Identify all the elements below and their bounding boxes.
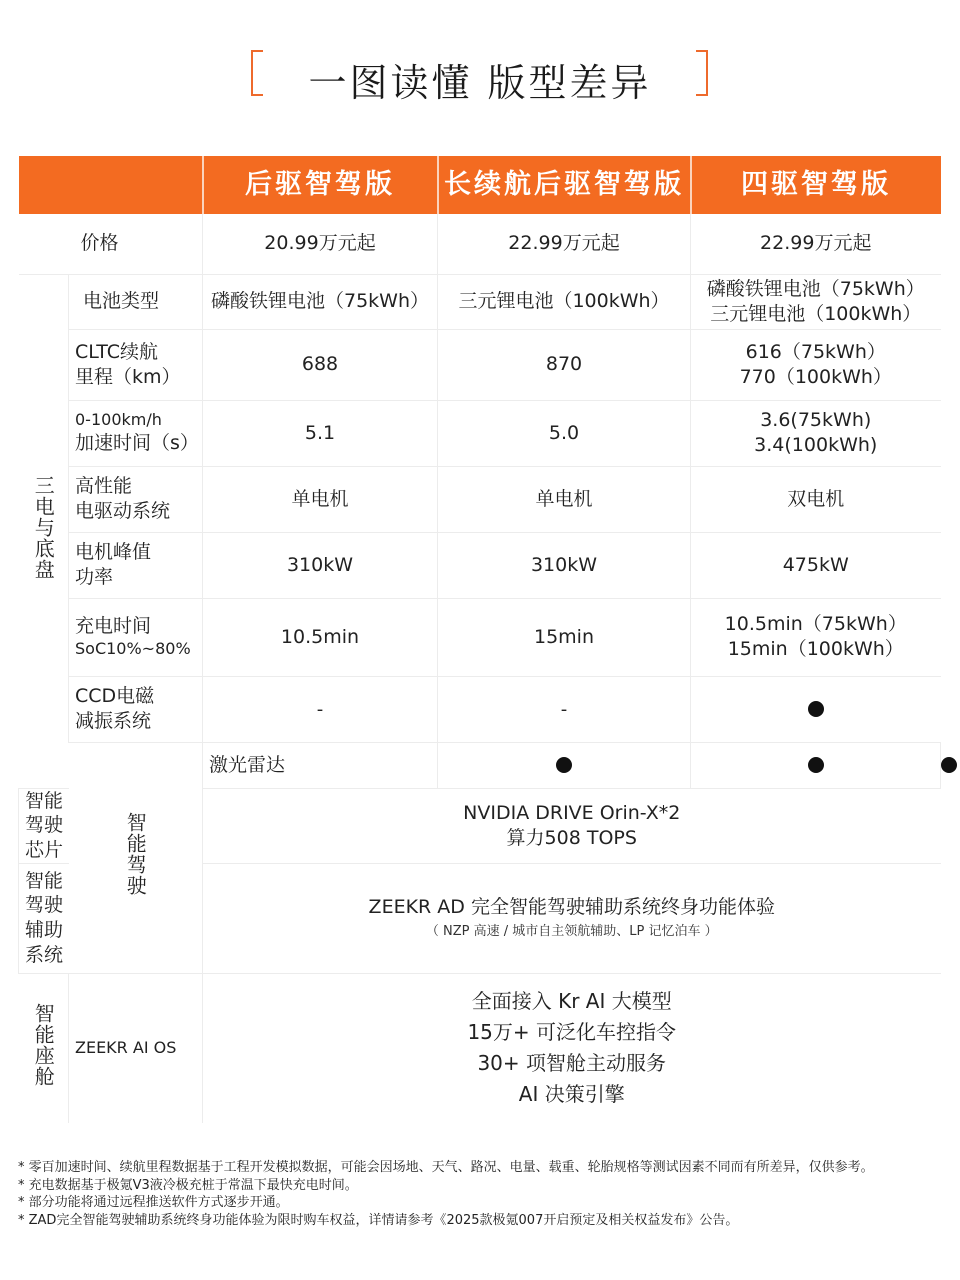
accel-awd [691,400,941,466]
header-awd: 四驱智驾版 [691,156,941,214]
row-label-drive [69,466,203,532]
battery-long-range: 三元锂电池（100kWh） [438,274,691,329]
row-label-ccd-line2: 减振系统 [75,710,152,732]
row-label-assist-line1: 智能驾驶 [25,869,64,917]
row-label-assist [19,863,69,973]
charge-long-range: 15min [438,598,691,676]
row-label-range [69,329,203,400]
group-label-adas: 智能驾驶 [123,812,148,897]
footnote-2: * 充电数据基于极氪V3液冷极充桩于常温下最快充电时间。 [18,1177,358,1193]
group-label-cockpit: 智能座舱 [31,1002,56,1087]
header-long-range-rwd: 长续航后驱智驾版 [438,156,691,214]
battery-rwd: 磷酸铁锂电池（75kWh） [203,274,438,329]
battery-awd [691,274,941,329]
price-rwd: 20.99万元起 [203,214,438,274]
os-all-trims [203,973,941,1123]
page-title-area [0,46,960,106]
power-awd: 475kW [691,532,941,598]
row-label-charge [69,598,203,676]
not-included-dash: - [560,698,568,720]
row-label-lidar: 激光雷达 [203,742,438,788]
battery-awd-line1: 磷酸铁锂电池（75kWh） [706,277,925,300]
row-label-accel-line1: 0-100km/h [75,410,162,430]
footnotes [18,1159,948,1229]
row-label-charge-line1: 充电时间 [75,615,152,638]
drive-awd: 双电机 [691,466,941,532]
range-rwd: 688 [203,329,438,400]
group-cockpit [19,973,69,1123]
ccd-long-range [438,676,691,742]
accel-awd-line2: 3.4(100kWh) [754,434,878,456]
range-awd-line2: 770（100kWh） [739,365,892,388]
charge-awd-line1: 10.5min（75kWh） [724,613,907,636]
row-label-range-line1: CLTC续航 [75,340,158,363]
os-line2: 15万+ 可泛化车控指令 [467,1020,677,1045]
drive-long-range: 单电机 [438,466,691,532]
charge-awd-line2: 15min（100kWh） [727,638,904,660]
row-label-ccd [69,676,203,742]
row-label-chip-line2: 芯片 [25,838,64,861]
row-label-accel [69,400,203,466]
assist-note: （ NZP 高速 / 城市自主领航辅助、LP 记忆泊车 ） [425,923,718,939]
not-included-dash: - [316,698,324,720]
lidar-rwd [438,742,691,788]
row-label-power-line2: 功率 [75,566,114,588]
power-rwd: 310kW [203,532,438,598]
group-adas [69,742,203,973]
page-title: 一图读懂 版型差异 [308,61,652,105]
row-label-range-line2: 里程（km） [75,365,181,388]
ccd-awd [691,676,941,742]
os-line1: 全面接入 Kr AI 大模型 [471,989,672,1014]
row-label-accel-line2: 加速时间（s） [75,432,199,455]
price-awd: 22.99万元起 [691,214,941,274]
row-label-assist-line2: 辅助系统 [25,919,64,966]
row-label-power-line1: 电机峰值 [75,541,152,564]
os-line3: 30+ 项智舱主动服务 [477,1051,667,1076]
os-line4: AI 决策引擎 [518,1082,625,1107]
accel-awd-line1: 3.6(75kWh) [760,409,872,432]
assist-main: ZEEKR AD 完全智能驾驶辅助系统终身功能体验 [368,896,775,919]
filled-dot-icon [808,757,824,773]
drive-rwd: 单电机 [203,466,438,532]
accel-rwd: 5.1 [203,400,438,466]
price-long-range: 22.99万元起 [438,214,691,274]
assist-all-trims [203,863,941,973]
right-bracket-decoration [696,50,708,96]
row-label-ccd-line1: CCD电磁 [75,685,155,708]
ccd-rwd [203,676,438,742]
group-label-powertrain: 三电与底盘 [31,475,56,581]
row-label-drive-line2: 电驱动系统 [75,500,171,522]
lidar-long-range [691,742,941,788]
range-awd [691,329,941,400]
group-powertrain [19,274,69,788]
header-blank [19,156,203,214]
header-rwd: 后驱智驾版 [203,156,438,214]
footnote-3: * 部分功能将通过远程推送软件方式逐步开通。 [18,1195,289,1211]
chip-line2: 算力508 TOPS [506,826,637,849]
row-label-drive-line1: 高性能 [75,475,133,498]
range-long-range: 870 [438,329,691,400]
chip-line1: NVIDIA DRIVE Orin-X*2 [463,801,681,824]
row-label-battery: 电池类型 [69,274,203,329]
row-label-chip [19,788,69,863]
filled-dot-icon [556,757,572,773]
row-label-power [69,532,203,598]
row-label-price: 价格 [80,232,119,255]
power-long-range: 310kW [438,532,691,598]
range-awd-line1: 616（75kWh） [745,340,886,363]
charge-rwd: 10.5min [203,598,438,676]
charge-awd [691,598,941,676]
battery-awd-line2: 三元锂电池（100kWh） [710,302,922,325]
row-label-os: ZEEKR AI OS [69,973,203,1123]
row-label-charge-line2: SoC10%~80% [75,638,191,658]
chip-all-trims [203,788,941,863]
footnote-1: * 零百加速时间、续航里程数据基于工程开发模拟数据，可能会因场地、天气、路况、电量、载重、轮胎规格等测试因素不同而有所差异，仅供参考。 [18,1160,874,1175]
trim-comparison-table [18,156,941,1123]
row-label-chip-line1: 智能驾驶 [25,789,64,837]
filled-dot-icon [941,757,957,773]
accel-long-range: 5.0 [438,400,691,466]
filled-dot-icon [808,701,824,717]
footnote-4: * ZAD完全智能驾驶辅助系统终身功能体验为限时购车权益，详情请参考《2025款极氪007开启预定及相关权益发布》公告。 [18,1212,739,1228]
